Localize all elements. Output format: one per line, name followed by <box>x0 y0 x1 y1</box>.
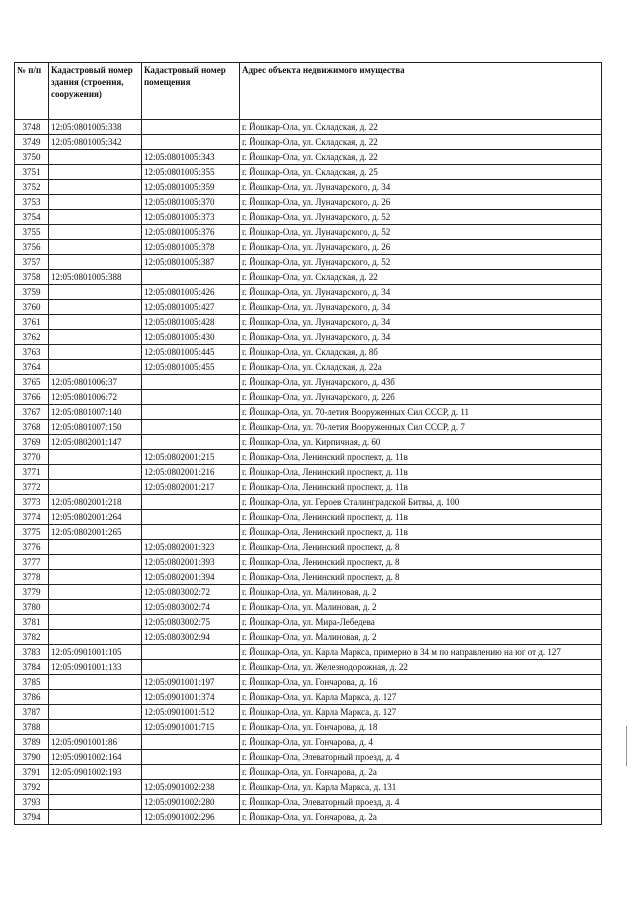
row-number: 3758 <box>15 270 49 285</box>
row-number: 3762 <box>15 330 49 345</box>
building-cadastral-cell: 12:05:0802001:218 <box>49 495 142 510</box>
premises-cadastral-cell: 12:05:0802001:323 <box>142 540 240 555</box>
table-row <box>15 345 602 360</box>
premises-cadastral-cell <box>142 765 240 780</box>
premises-cadastral-cell <box>142 750 240 765</box>
row-number: 3753 <box>15 195 49 210</box>
table-row <box>15 585 602 600</box>
address-cell: г. Йошкар-Ола, ул. Луначарского, д. 52 <box>240 210 602 225</box>
table-row <box>15 240 602 255</box>
row-number: 3769 <box>15 435 49 450</box>
row-number: 3777 <box>15 555 49 570</box>
table-row <box>15 150 602 165</box>
premises-cadastral-cell: 12:05:0801005:387 <box>142 255 240 270</box>
address-cell: г. Йошкар-Ола, ул. Малиновая, д. 2 <box>240 630 602 645</box>
table-row <box>15 675 602 690</box>
building-cadastral-cell <box>49 315 142 330</box>
building-cadastral-cell <box>49 690 142 705</box>
address-cell: г. Йошкар-Ола, ул. Кирпичная, д. 60 <box>240 435 602 450</box>
row-number: 3789 <box>15 735 49 750</box>
building-cadastral-cell <box>49 720 142 735</box>
building-cadastral-cell <box>49 705 142 720</box>
premises-cadastral-cell: 12:05:0901001:512 <box>142 705 240 720</box>
table-row <box>15 330 602 345</box>
address-cell: г. Йошкар-Ола, ул. Складская, д. 22 <box>240 270 602 285</box>
premises-cadastral-cell: 12:05:0801005:426 <box>142 285 240 300</box>
premises-cadastral-cell <box>142 660 240 675</box>
table-row <box>15 120 602 135</box>
address-cell: г. Йошкар-Ола, ул. Карла Маркса, д. 127 <box>240 690 602 705</box>
premises-cadastral-cell: 12:05:0901002:280 <box>142 795 240 810</box>
table-row <box>15 450 602 465</box>
row-number: 3781 <box>15 615 49 630</box>
premises-cadastral-cell: 12:05:0801005:445 <box>142 345 240 360</box>
row-number: 3792 <box>15 780 49 795</box>
premises-cadastral-cell: 12:05:0901002:296 <box>142 810 240 825</box>
address-cell: г. Йошкар-Ола, ул. Луначарского, д. 34 <box>240 180 602 195</box>
address-cell: г. Йошкар-Ола, ул. Гончарова, д. 18 <box>240 720 602 735</box>
row-number: 3791 <box>15 765 49 780</box>
table-row <box>15 435 602 450</box>
premises-cadastral-cell: 12:05:0801005:427 <box>142 300 240 315</box>
building-cadastral-cell <box>49 465 142 480</box>
row-number: 3788 <box>15 720 49 735</box>
table-row <box>15 555 602 570</box>
table-row <box>15 615 602 630</box>
premises-cadastral-cell <box>142 525 240 540</box>
row-number: 3771 <box>15 465 49 480</box>
building-cadastral-cell <box>49 240 142 255</box>
address-cell: г. Йошкар-Ола, ул. 70-летия Вооруженных Сил СССР, д. 11 <box>240 405 602 420</box>
premises-cadastral-cell <box>142 495 240 510</box>
building-cadastral-cell <box>49 360 142 375</box>
premises-cadastral-cell: 12:05:0801005:359 <box>142 180 240 195</box>
table-row <box>15 285 602 300</box>
header-premises-cadastral: Кадастровый номер помещения <box>142 63 240 120</box>
row-number: 3775 <box>15 525 49 540</box>
building-cadastral-cell <box>49 555 142 570</box>
address-cell: г. Йошкар-Ола, ул. Карла Маркса, д. 127 <box>240 705 602 720</box>
building-cadastral-cell: 12:05:0801006:72 <box>49 390 142 405</box>
premises-cadastral-cell: 12:05:0901001:197 <box>142 675 240 690</box>
row-number: 3782 <box>15 630 49 645</box>
premises-cadastral-cell <box>142 405 240 420</box>
premises-cadastral-cell: 12:05:0803002:74 <box>142 600 240 615</box>
building-cadastral-cell <box>49 150 142 165</box>
row-number: 3749 <box>15 135 49 150</box>
address-cell: г. Йошкар-Ола, Ленинский проспект, д. 11в <box>240 450 602 465</box>
row-number: 3755 <box>15 225 49 240</box>
premises-cadastral-cell: 12:05:0801005:373 <box>142 210 240 225</box>
building-cadastral-cell: 12:05:0901001:105 <box>49 645 142 660</box>
table-row <box>15 360 602 375</box>
table-row <box>15 255 602 270</box>
row-number: 3759 <box>15 285 49 300</box>
table-row <box>15 225 602 240</box>
building-cadastral-cell <box>49 225 142 240</box>
building-cadastral-cell: 12:05:0901001:86 <box>49 735 142 750</box>
building-cadastral-cell: 12:05:0901002:193 <box>49 765 142 780</box>
premises-cadastral-cell: 12:05:0801005:370 <box>142 195 240 210</box>
building-cadastral-cell: 12:05:0802001:264 <box>49 510 142 525</box>
address-cell: г. Йошкар-Ола, Ленинский проспект, д. 11в <box>240 525 602 540</box>
table-row <box>15 660 602 675</box>
address-cell: г. Йошкар-Ола, ул. Карла Маркса, примерно в 34 м по направлению на юг от д. 127 <box>240 645 602 660</box>
building-cadastral-cell: 12:05:0801005:342 <box>49 135 142 150</box>
table-row <box>15 390 602 405</box>
address-cell: г. Йошкар-Ола, Ленинский проспект, д. 11в <box>240 480 602 495</box>
header-number: № п/п <box>15 63 49 120</box>
table-header <box>15 63 602 120</box>
table-row <box>15 765 602 780</box>
table-row <box>15 180 602 195</box>
premises-cadastral-cell <box>142 420 240 435</box>
premises-cadastral-cell <box>142 375 240 390</box>
premises-cadastral-cell: 12:05:0901001:715 <box>142 720 240 735</box>
table-row <box>15 570 602 585</box>
row-number: 3764 <box>15 360 49 375</box>
building-cadastral-cell <box>49 450 142 465</box>
row-number: 3754 <box>15 210 49 225</box>
row-number: 3794 <box>15 810 49 825</box>
premises-cadastral-cell: 12:05:0802001:215 <box>142 450 240 465</box>
building-cadastral-cell <box>49 300 142 315</box>
table-row <box>15 540 602 555</box>
row-number: 3748 <box>15 120 49 135</box>
row-number: 3783 <box>15 645 49 660</box>
table-row <box>15 810 602 825</box>
row-number: 3780 <box>15 600 49 615</box>
address-cell: г. Йошкар-Ола, ул. Складская, д. 22а <box>240 360 602 375</box>
building-cadastral-cell: 12:05:0801007:150 <box>49 420 142 435</box>
table-row <box>15 375 602 390</box>
table-body <box>15 120 602 825</box>
table-row <box>15 705 602 720</box>
table-row <box>15 510 602 525</box>
table-row <box>15 315 602 330</box>
header-row <box>15 63 602 120</box>
table-row <box>15 630 602 645</box>
address-cell: г. Йошкар-Ола, Ленинский проспект, д. 8 <box>240 570 602 585</box>
address-cell: г. Йошкар-Ола, Элеваторный проезд, д. 4 <box>240 750 602 765</box>
address-cell: г. Йошкар-Ола, ул. Луначарского, д. 34 <box>240 315 602 330</box>
row-number: 3750 <box>15 150 49 165</box>
building-cadastral-cell <box>49 480 142 495</box>
address-cell: г. Йошкар-Ола, ул. Луначарского, д. 52 <box>240 255 602 270</box>
table-row <box>15 795 602 810</box>
row-number: 3774 <box>15 510 49 525</box>
address-cell: г. Йошкар-Ола, ул. Луначарского, д. 26 <box>240 195 602 210</box>
table-row <box>15 690 602 705</box>
table-row <box>15 300 602 315</box>
premises-cadastral-cell: 12:05:0901001:374 <box>142 690 240 705</box>
header-address: Адрес объекта недвижимого имущества <box>240 63 602 120</box>
premises-cadastral-cell: 12:05:0901002:238 <box>142 780 240 795</box>
premises-cadastral-cell <box>142 435 240 450</box>
building-cadastral-cell <box>49 330 142 345</box>
premises-cadastral-cell <box>142 390 240 405</box>
building-cadastral-cell <box>49 570 142 585</box>
address-cell: г. Йошкар-Ола, ул. Мира-Лебедева <box>240 615 602 630</box>
table-row <box>15 165 602 180</box>
row-number: 3773 <box>15 495 49 510</box>
row-number: 3751 <box>15 165 49 180</box>
row-number: 3766 <box>15 390 49 405</box>
premises-cadastral-cell: 12:05:0801005:430 <box>142 330 240 345</box>
premises-cadastral-cell: 12:05:0801005:378 <box>142 240 240 255</box>
address-cell: г. Йошкар-Ола, ул. Героев Сталинградской Битвы, д. 100 <box>240 495 602 510</box>
address-cell: г. Йошкар-Ола, ул. Складская, д. 22 <box>240 120 602 135</box>
building-cadastral-cell <box>49 345 142 360</box>
address-cell: г. Йошкар-Ола, ул. Карла Маркса, д. 131 <box>240 780 602 795</box>
address-cell: г. Йошкар-Ола, ул. Луначарского, д. 34 <box>240 330 602 345</box>
address-cell: г. Йошкар-Ола, ул. Луначарского, д. 34 <box>240 300 602 315</box>
row-number: 3768 <box>15 420 49 435</box>
premises-cadastral-cell: 12:05:0802001:217 <box>142 480 240 495</box>
row-number: 3770 <box>15 450 49 465</box>
row-number: 3757 <box>15 255 49 270</box>
address-cell: г. Йошкар-Ола, ул. Луначарского, д. 52 <box>240 225 602 240</box>
building-cadastral-cell: 12:05:0801007:140 <box>49 405 142 420</box>
header-building-cadastral: Кадастровый номер здания (строения, сооружения) <box>49 63 142 120</box>
building-cadastral-cell <box>49 600 142 615</box>
table-row <box>15 645 602 660</box>
address-cell: г. Йошкар-Ола, ул. Луначарского, д. 26 <box>240 240 602 255</box>
row-number: 3790 <box>15 750 49 765</box>
property-register-table <box>14 62 602 825</box>
address-cell: г. Йошкар-Ола, ул. Складская, д. 22 <box>240 150 602 165</box>
building-cadastral-cell <box>49 540 142 555</box>
table-row <box>15 210 602 225</box>
row-number: 3760 <box>15 300 49 315</box>
row-number: 3785 <box>15 675 49 690</box>
address-cell: г. Йошкар-Ола, ул. Складская, д. 25 <box>240 165 602 180</box>
row-number: 3793 <box>15 795 49 810</box>
building-cadastral-cell <box>49 630 142 645</box>
building-cadastral-cell <box>49 210 142 225</box>
building-cadastral-cell: 12:05:0802001:265 <box>49 525 142 540</box>
table-row <box>15 270 602 285</box>
table-row <box>15 405 602 420</box>
row-number: 3752 <box>15 180 49 195</box>
premises-cadastral-cell: 12:05:0802001:393 <box>142 555 240 570</box>
address-cell: г. Йошкар-Ола, ул. Гончарова, д. 2а <box>240 810 602 825</box>
building-cadastral-cell <box>49 810 142 825</box>
building-cadastral-cell <box>49 285 142 300</box>
address-cell: г. Йошкар-Ола, Ленинский проспект, д. 8 <box>240 540 602 555</box>
premises-cadastral-cell: 12:05:0803002:72 <box>142 585 240 600</box>
premises-cadastral-cell <box>142 510 240 525</box>
building-cadastral-cell <box>49 195 142 210</box>
row-number: 3756 <box>15 240 49 255</box>
building-cadastral-cell: 12:05:0801005:388 <box>49 270 142 285</box>
premises-cadastral-cell <box>142 735 240 750</box>
premises-cadastral-cell: 12:05:0801005:343 <box>142 150 240 165</box>
address-cell: г. Йошкар-Ола, Ленинский проспект, д. 11в <box>240 465 602 480</box>
address-cell: г. Йошкар-Ола, ул. Луначарского, д. 22б <box>240 390 602 405</box>
table-row <box>15 720 602 735</box>
address-cell: г. Йошкар-Ола, ул. Малиновая, д. 2 <box>240 600 602 615</box>
table-row <box>15 525 602 540</box>
table-row <box>15 195 602 210</box>
row-number: 3763 <box>15 345 49 360</box>
premises-cadastral-cell: 12:05:0802001:394 <box>142 570 240 585</box>
address-cell: г. Йошкар-Ола, ул. Складская, д. 8б <box>240 345 602 360</box>
premises-cadastral-cell: 12:05:0803002:94 <box>142 630 240 645</box>
address-cell: г. Йошкар-Ола, ул. Гончарова, д. 16 <box>240 675 602 690</box>
address-cell: г. Йошкар-Ола, ул. Луначарского, д. 43б <box>240 375 602 390</box>
table-row <box>15 735 602 750</box>
building-cadastral-cell: 12:05:0901001:133 <box>49 660 142 675</box>
building-cadastral-cell: 12:05:0802001:147 <box>49 435 142 450</box>
table-row <box>15 495 602 510</box>
building-cadastral-cell <box>49 795 142 810</box>
row-number: 3765 <box>15 375 49 390</box>
table-row <box>15 600 602 615</box>
row-number: 3772 <box>15 480 49 495</box>
address-cell: г. Йошкар-Ола, ул. 70-летия Вооруженных Сил СССР, д. 7 <box>240 420 602 435</box>
premises-cadastral-cell: 12:05:0802001:216 <box>142 465 240 480</box>
premises-cadastral-cell <box>142 270 240 285</box>
building-cadastral-cell: 12:05:0901002:164 <box>49 750 142 765</box>
building-cadastral-cell <box>49 585 142 600</box>
building-cadastral-cell <box>49 615 142 630</box>
premises-cadastral-cell <box>142 135 240 150</box>
building-cadastral-cell <box>49 255 142 270</box>
premises-cadastral-cell: 12:05:0801005:376 <box>142 225 240 240</box>
address-cell: г. Йошкар-Ола, ул. Гончарова, д. 4 <box>240 735 602 750</box>
building-cadastral-cell <box>49 780 142 795</box>
building-cadastral-cell <box>49 180 142 195</box>
table-row <box>15 480 602 495</box>
address-cell: г. Йошкар-Ола, ул. Малиновая, д. 2 <box>240 585 602 600</box>
table-row <box>15 420 602 435</box>
building-cadastral-cell: 12:05:0801005:338 <box>49 120 142 135</box>
row-number: 3786 <box>15 690 49 705</box>
table-row <box>15 465 602 480</box>
premises-cadastral-cell: 12:05:0801005:355 <box>142 165 240 180</box>
row-number: 3778 <box>15 570 49 585</box>
address-cell: г. Йошкар-Ола, ул. Луначарского, д. 34 <box>240 285 602 300</box>
address-cell: г. Йошкар-Ола, Элеваторный проезд, д. 4 <box>240 795 602 810</box>
row-number: 3767 <box>15 405 49 420</box>
row-number: 3784 <box>15 660 49 675</box>
table-row <box>15 750 602 765</box>
premises-cadastral-cell: 12:05:0801005:455 <box>142 360 240 375</box>
premises-cadastral-cell <box>142 120 240 135</box>
address-cell: г. Йошкар-Ола, Ленинский проспект, д. 11в <box>240 510 602 525</box>
premises-cadastral-cell <box>142 645 240 660</box>
building-cadastral-cell <box>49 675 142 690</box>
address-cell: г. Йошкар-Ола, ул. Железнодорожная, д. 22 <box>240 660 602 675</box>
address-cell: г. Йошкар-Ола, ул. Складская, д. 22 <box>240 135 602 150</box>
row-number: 3779 <box>15 585 49 600</box>
table-row <box>15 135 602 150</box>
building-cadastral-cell: 12:05:0801006:37 <box>49 375 142 390</box>
address-cell: г. Йошкар-Ола, ул. Гончарова, д. 2а <box>240 765 602 780</box>
building-cadastral-cell <box>49 165 142 180</box>
row-number: 3761 <box>15 315 49 330</box>
table-row <box>15 780 602 795</box>
scan-margin-mark <box>626 726 627 766</box>
address-cell: г. Йошкар-Ола, Ленинский проспект, д. 8 <box>240 555 602 570</box>
premises-cadastral-cell: 12:05:0801005:428 <box>142 315 240 330</box>
row-number: 3776 <box>15 540 49 555</box>
premises-cadastral-cell: 12:05:0803002:75 <box>142 615 240 630</box>
row-number: 3787 <box>15 705 49 720</box>
